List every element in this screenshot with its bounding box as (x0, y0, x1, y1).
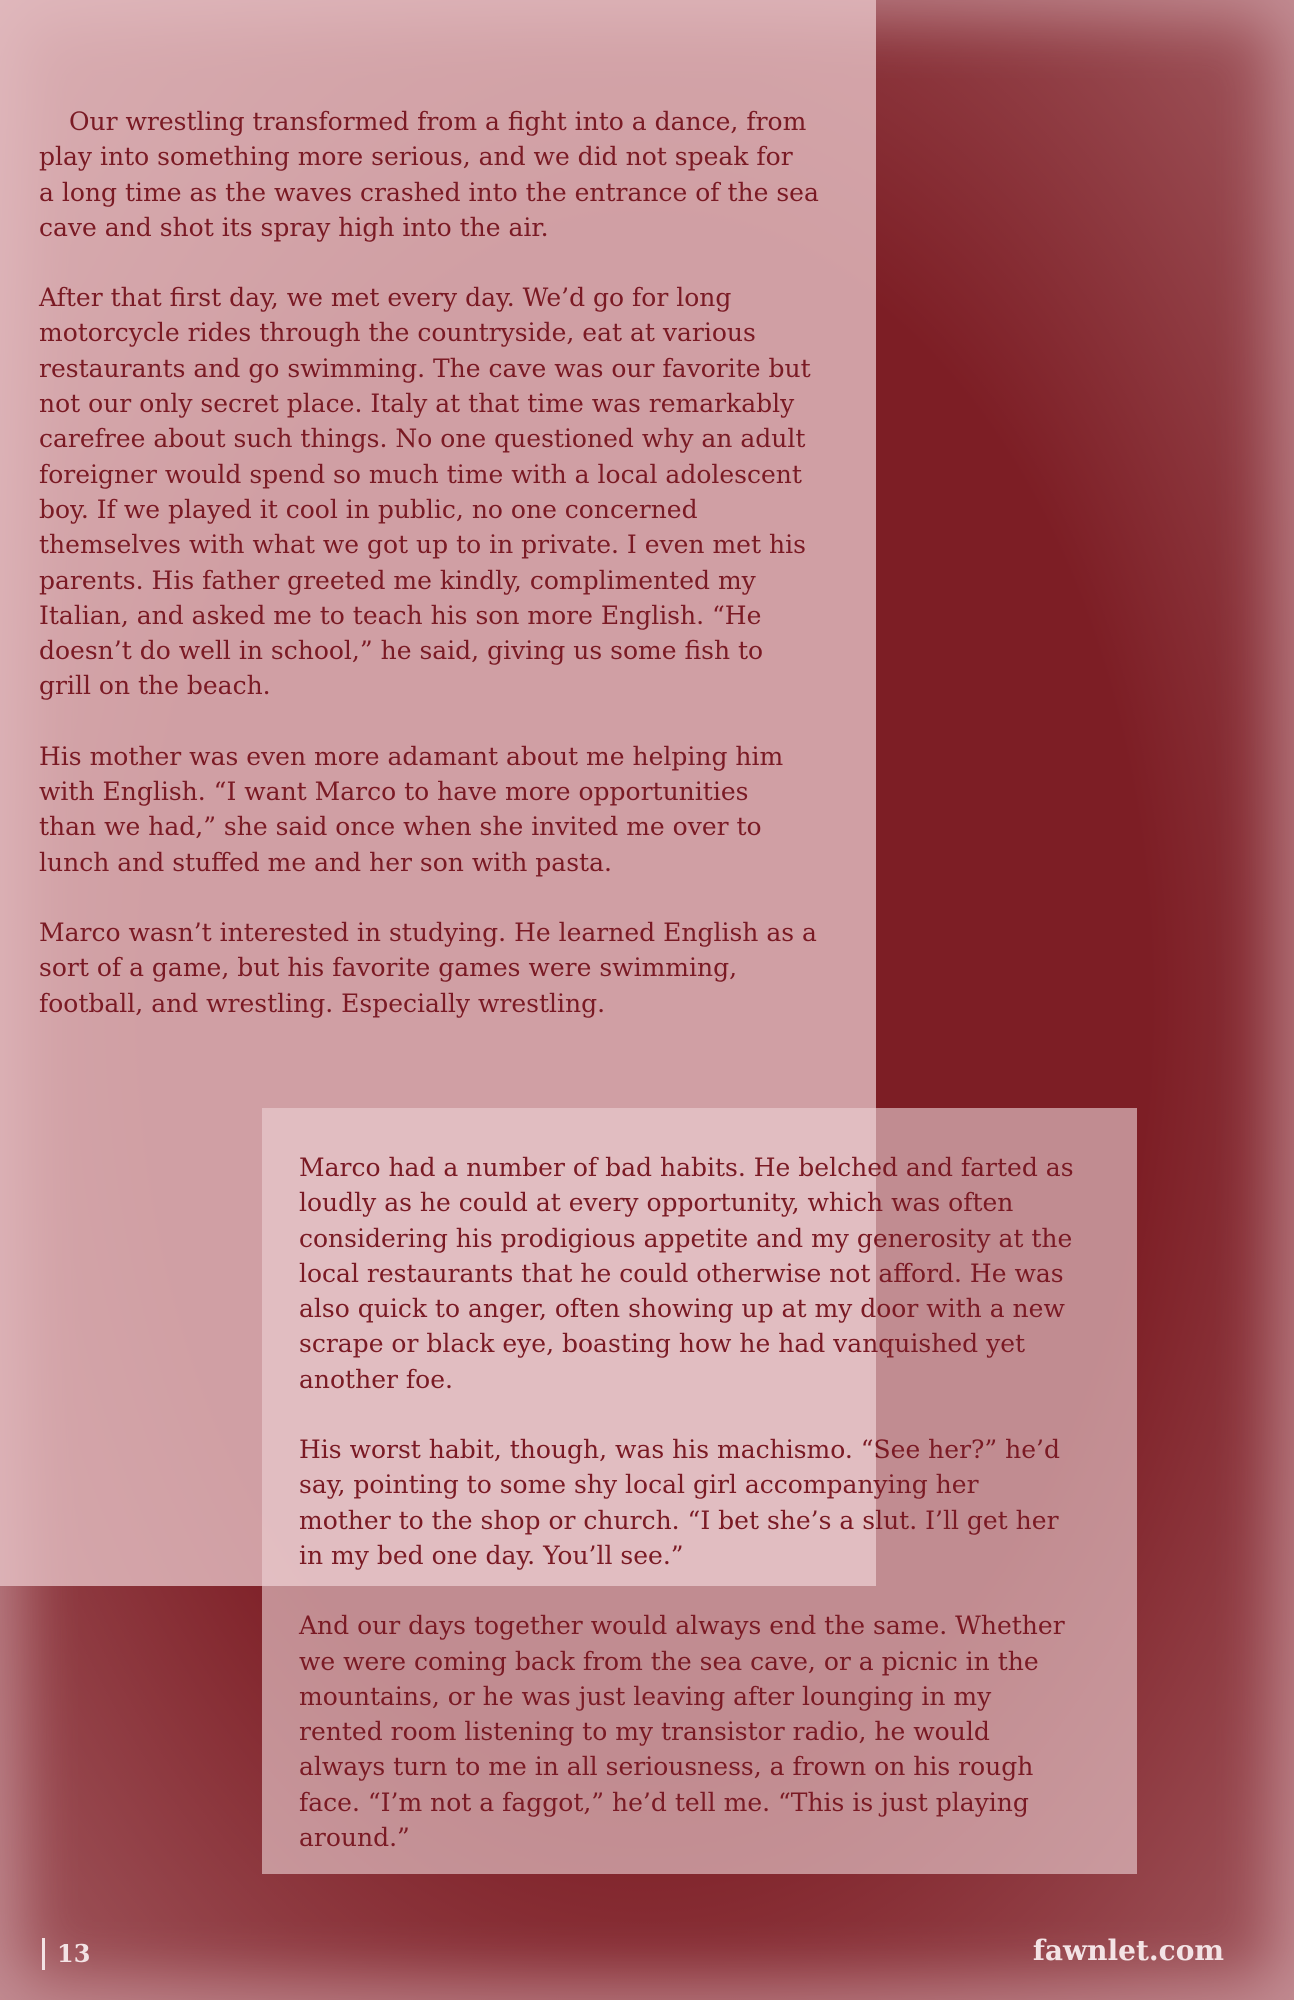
page-number-divider (42, 1938, 45, 1970)
page-number-footer (42, 1938, 90, 1970)
top-text-column (39, 104, 839, 1056)
paragraph: Our wrestling transformed from a fight into a dance, from play into something more serious, and we did not speak for a long time as the waves crashed into the entrance of the sea cave and shot its spray high into the air. (39, 107, 819, 242)
site-name: fawnlet.com (1032, 1934, 1224, 1967)
page-number: 13 (57, 1939, 91, 1968)
bottom-text-column (299, 1150, 1099, 1890)
paragraph: And our days together would always end the same. Whether we were coming back from the sea cave, or a picnic in the mountains, or he was just leaving after lounging in my rented room listening to my transistor radio, he would always turn to me in all seriousness, a frown on his rough face. “I’m not a faggot,” he’d tell me. “This is just playing around.” (299, 1611, 1065, 1853)
paragraph: Marco had a number of bad habits. He belched and farted as loudly as he could at every opportunity, which was often considering his prodigious appetite and my generosity at the local restaurants that he could otherwise not afford. He was also quick to anger, often showing up at my door with a new scrape or black eye, boasting how he had vanquished yet another foe. (299, 1153, 1074, 1394)
paragraph: Marco wasn’t interested in studying. He learned English as a sort of a game, but his favorite games were swimming, football, and wrestling. Especially wrestling. (39, 917, 817, 1018)
paragraph: His mother was even more adamant about me helping him with English. “I want Marco to have more opportunities than we had,” she said once when she invited me over to lunch and stuffed me and her son with pasta. (39, 741, 784, 877)
paragraph: His worst habit, though, was his machismo. “See her?” he’d say, pointing to some shy local girl accompanying her mother to the shop or church. “I bet she’s a slut. I’ll get her in my bed one day. You’ll see.” (299, 1435, 1061, 1570)
paragraph: After that first day, we met every day. We’d go for long motorcycle rides through the countryside, eat at various restaurants and go swimming. The cave was our favorite but not our only secret place. Italy at that time was remarkably carefree about such things. No one questioned why an adult foreigner would spend so much time with a local adolescent boy. If we played it cool in public, no one concerned themselves with what we got up to in private. I even met his parents. His father greeted me kindly, complimented my Italian, and asked me to teach his son more English. “He doesn’t do well in school,” he said, giving us some fish to grill on the beach. (39, 283, 811, 701)
